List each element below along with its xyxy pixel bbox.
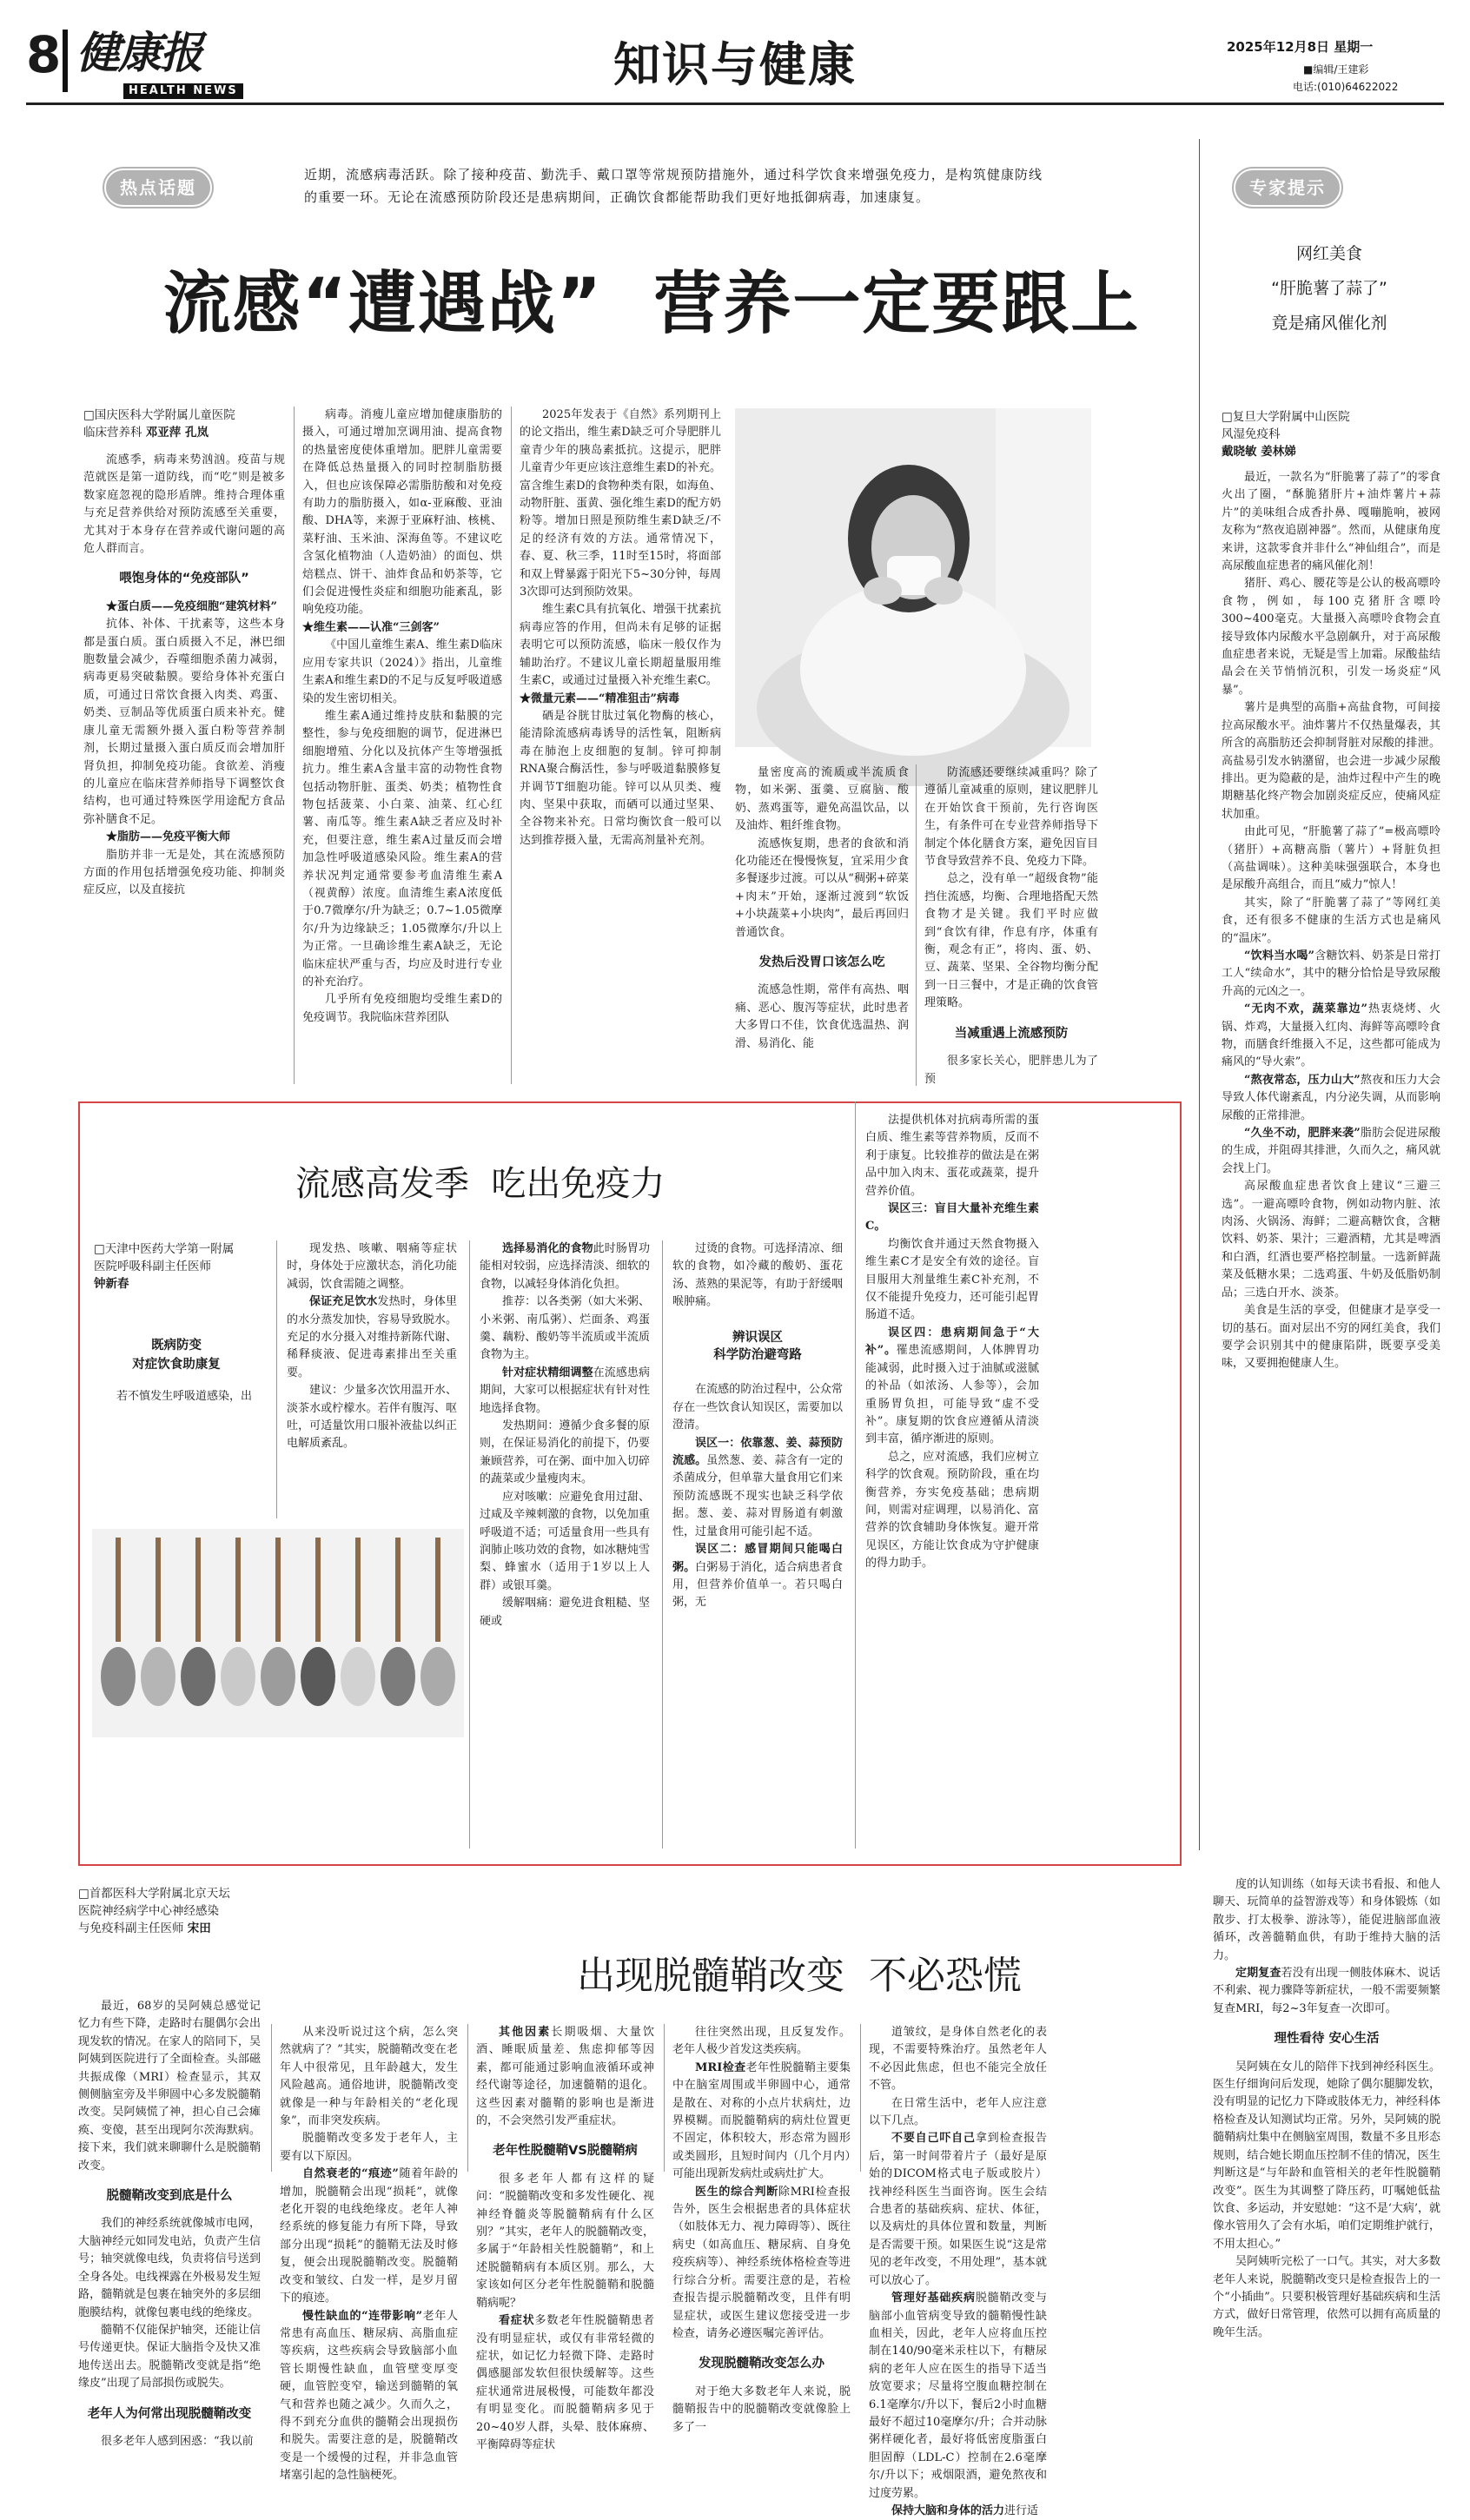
paragraph: 不要自己吓自己拿到检查报告后，第一时间带着片子（最好是原始的DICOM格式电子版或胶片）找神经科医生当面咨询。医生会结合患者的基础疾病、症状、体征，以及病灶的具体位置和数量，判断是否需要干预。如果医生说“这是常见的老年改变，不用处理”，基本就可以放心了。 — [869, 2132, 1047, 2287]
paragraph: 发热期间：遵循少食多餐的原则，在保证易消化的前提下，仍要兼顾营养，可在粥、面中加入切碎的蔬菜或少量瘦肉末。 — [480, 1419, 650, 1486]
paragraph: 均衡饮食并通过天然食物摄入维生素C才是安全有效的途径。盲目服用大剂量维生素C补充剂，不仅不能提升免疫力，还可能引起胃肠道不适。 — [865, 1237, 1039, 1322]
editor-line: ■编辑/王建彩 — [1303, 63, 1369, 76]
lead-col-3 — [520, 407, 721, 1084]
paragraph: 髓鞘不仅能保护轴突，还能让信号传递更快。保证大脑指令及快又准地传送出去。脱髓鞘改变就是指“绝缘皮”出现了局部损伤或脱失。 — [78, 2323, 261, 2391]
paragraph: 现发热、咳嗽、咽痛等症状时，身体处于应激状态，消化功能减弱，饮食需随之调整。 — [287, 1242, 457, 1291]
paragraph: 医生的综合判断除MRI检查报告外，医生会根据患者的具体症状（如肢体无力、视力障碍等）、既往病史（如高血压、糖尿病、自身免疫疾病等）、神经系统体格检查等进行综合分析。需要注意的是，若检查报告提示脱髓鞘改变，且伴有明显症状，或医生建议您接受进一步检查，请务必遵医嘱完善评估。 — [672, 2185, 851, 2340]
paragraph: 误区二：感冒期间只能喝白粥。白粥易于消化，适合病患者食用，但营养价值单一。若只喝白粥，无 — [672, 1543, 843, 1610]
hot-topic-tag: 热点话题 — [104, 169, 212, 207]
spoon-handle — [195, 1538, 201, 1642]
spoons-photo — [92, 1529, 464, 1737]
box-author: □天津中医药大学第一附属 医院呼吸科副主任医师 钟新春 — [94, 1242, 235, 1291]
paragraph: 看症状多数老年性脱髓鞘患者没有明显症状，或仅有非常轻微的症状，如记忆力轻微下降、走路时偶感腿部发软但很快缓解等。这些症状通常进展极慢，可能数年都没有明显变化。而脱髓鞘病多见于20~40岁人群，头晕、肢体麻痹、平衡障碍等症状 — [476, 2314, 654, 2451]
sidebar-title-1: “肝脆薯了蒜了” — [1271, 279, 1387, 298]
spoon-bowl — [301, 1647, 335, 1706]
box-col-4 — [672, 1240, 843, 1849]
paragraph: 总之，没有单一“超级食物”能挡住流感，均衡、合理地搭配天然食物才是关键。我们平时应做到“食饮有律，作息有序，体重有衡，观念有正”，将肉、蛋、奶、豆、蔬菜、坚果、全谷物均衡分配到一日三餐中，才是正确的饮食管理策略。 — [924, 872, 1098, 1010]
sidebar-divider — [1199, 139, 1200, 1850]
lead-col-1 — [83, 452, 285, 1086]
paragraph: 自然衰老的“痕迹”随着年龄的增加，脱髓鞘会出现“损耗”，就像老化开裂的电线绝缘皮。老年人神经系统的修复能力有所下降，导致部分出现“损耗”的髓鞘无法及时修复，便会出现脱髓鞘改变。脱髓鞘改变和皱纹、白发一样，是岁月留下的痕迹。 — [280, 2167, 458, 2305]
spoon-bowl — [221, 1647, 255, 1706]
lead-subhead-1: 喂饱身体的“免疫部队” — [119, 572, 249, 586]
paragraph: 误区一：依靠葱、姜、蒜预防流感。虽然葱、姜、蒜含有一定的杀菌成分，但单靠大量食用它们来预防流感既不现实也缺乏科学依据。葱、姜、蒜对胃肠道有刺激性，过量食用可能引起不适。 — [672, 1436, 843, 1538]
paragraph: “久坐不动，肥胖来袭”脂肪会促进尿酸的生成，并阻碍其排泄，久而久之，痛风就会找上门。 — [1222, 1127, 1440, 1175]
paragraph: 流感季，病毒来势汹汹。疫苗与规范就医是第一道防线，而“吃”则是被多数家庭忽视的隐形盾牌。维持合理体重与充足营养供给对预防流感至关重要，尤其对于本身存在营养或代谢问题的高危人群而言。 — [83, 453, 285, 556]
paragraph: 定期复查若没有出现一侧肢体麻木、说话不利索、视力骤降等新症状，一般不需要频繁复查MRI，每2~3年复查一次即可。 — [1213, 1967, 1440, 2015]
masthead-logo: 健康报 — [76, 27, 202, 78]
page-number: 8 — [26, 25, 62, 84]
spoon-bowl — [261, 1647, 295, 1706]
paragraph: “无肉不欢，蔬菜靠边”热衷烧烤、火锅、炸鸡，大量摄入红肉、海鲜等高嘌呤食物，而膳食纤维摄入不足，这些都可能成为痛风的“导火索”。 — [1222, 1002, 1440, 1069]
lead-col-5 — [924, 764, 1098, 1086]
spoon-handle — [315, 1538, 321, 1642]
paragraph: 《中国儿童维生素A、维生素D临床应用专家共识（2024）》指出，儿童维生素A和维生素D的不足与反复呼吸道感染的发生密切相关。 — [302, 638, 502, 705]
paragraph: 由此可见，“肝脆薯了蒜了”=极高嘌呤（猪肝）+高糖高脂（薯片）+肾脏负担（高盐调味）。这种美味强强联合，本身也是尿酸升高组合，而且“威力”惊人！ — [1222, 825, 1440, 892]
paragraph: 高尿酸血症患者饮食上建议“三避三选”。一避高嘌呤食物，例如动物内脏、浓肉汤、火锅汤、海鲜；二避高糖饮食，含糖饮料、奶茶、果汁；三避酒精，尤其是啤酒和白酒，红酒也要严格控制量。一选新鲜蔬菜及低糖水果；二选鸡蛋、牛奶及低脂奶制品；三选白开水、淡茶。 — [1222, 1180, 1440, 1300]
masthead-en: HEALTH NEWS — [123, 83, 243, 99]
spoon-handle — [355, 1538, 361, 1642]
spoon-handle — [395, 1538, 401, 1642]
spoon-bowl — [101, 1647, 136, 1706]
paragraph: 在流感的防治过程中，公众常存在一些饮食认知误区，需要加以澄清。 — [672, 1383, 843, 1432]
sidebar-title-2: 竟是痛风催化剂 — [1271, 314, 1387, 333]
paragraph: 对于绝大多数老年人来说，脱髓鞘报告中的脱髓鞘改变就像脸上多了一 — [672, 2384, 851, 2434]
paragraph: 脂肪并非一无是处，其在流感预防方面的作用包括增强免疫功能、抑制炎症反应，以及直接抗 — [83, 848, 285, 897]
paragraph: 我们的神经系统就像城市电网，大脑神经元如同发电站，负责产生信号；轴突就像电线，负责将信号送到全身各处。电线裸露在外极易发生短路，髓鞘就是包裹在轴突外的多层细胞膜结构，就像包裹电线的绝缘皮。 — [78, 2217, 261, 2319]
paragraph: 管理好基础疾病脱髓鞘改变与脑部小血管病变导致的髓鞘慢性缺血相关，因此，老年人应将血压控制在140/90毫米汞柱以下，有糖尿病的老年人应在医生的指导下适当放宽要求；尽量将空腹血糖控制在6.1毫摩尔/升以下，餐后2小时血糖最好不超过10毫摩尔/升；合并动脉粥样硬化者，最好将低密度脂蛋白胆固醇（LDL-C）控制在2.6毫摩尔/升以下；戒烟限酒，避免熬夜和过度劳累。 — [869, 2292, 1047, 2500]
spoon-handle — [156, 1538, 161, 1642]
box-col-3 — [480, 1240, 650, 1849]
paragraph: 保证充足饮水发热时，身体里的水分蒸发加快，容易导致脱水。充足的水分摄入对维持新陈代谢、稀释痰液、促进毒素排出至关重要。 — [287, 1295, 457, 1379]
bottom-col-6: 度的认知训练（如每天读书看报、和他人聊天、玩简单的益智游戏等）和身体锻炼（如散步、打太极拳、游泳等），能促进脑部血液循环，改善髓鞘血供，有助于维持大脑的活力。 定期复查若没有出现一侧肢体麻木、说话不利索、视力骤降等新症状，一般不需要频繁复查MRI，每2~3年复查一次即可。 理性看待 安心生活 吴阿姨在女儿的陪伴下找到神经科医生。医生仔细询问后发现，她除了偶尔腿脚发软，没有明显的记忆力下降或肢体无力，神经科体格检查及认知测试均正常。另外，吴阿姨的脱髓鞘病灶集中在侧脑室周围，数量不多且形态规则，结合她长期血压控制不佳的情况，医生判断这是“与年龄和血管相关的老年性脱髓鞘改变”。医生为其调整了降压药，叮嘱她低盐饮食、多运动，并安慰她：“这不是‘大病’，就像水管用久了会有水垢，咱们定期维护就行，不用太担心。” 吴阿姨听完松了一口气。其实，对大多数老年人来说，脱髓鞘改变只是检查报告上的一个“小插曲”。只要积极管理好基础疾病和生活方式，做好日常管理，依然可以拥有高质量的晚年生活。 — [1213, 1876, 1440, 2172]
bottom-col-1: 最近，68岁的吴阿姨总感觉记忆力有些下降，走路时右腿偶尔会出现发软的情况。在家人的陪同下，吴阿姨到医院进行了全面检查。头部磁共振成像（MRI）检查显示，其双侧侧脑室旁及半卵圆中心多发脱髓鞘改变。吴阿姨慌了神，担心自己会瘫痪、变傻，甚至出现阿尔茨海默病。接下来，我们就来聊聊什么是脱髓鞘改变。 脱髓鞘改变到底是什么 我们的神经系统就像城市电网，大脑神经元如同发电站，负责产生信号；轴突就像电线，负责将信号送到全身各处。电线裸露在外极易发生短路，髓鞘就是包裹在轴突外的多层细胞膜结构，就像包裹电线的绝缘皮。 髓鞘不仅能保护轴突，还能让信号传递更快。保证大脑指令及快又准地传送出去。脱髓鞘改变就是指“绝缘皮”出现了局部损伤或脱失。 老年人为何常出现脱髓鞘改变 很多老年人感到困惑：“我以前 — [78, 1998, 261, 2172]
paragraph: 在日常生活中，老年人应注意以下几点。 — [869, 2096, 1047, 2128]
paragraph: 病毒。消瘦儿童应增加健康脂肪的摄入，可通过增加烹调用油、提高食物的热量密度使体重增加。肥胖儿童需要在降低总热量摄入的同时控制脂肪摄入，但也应该保障必需脂肪酸和对免疫有助力的脂肪摄入，如α-亚麻酸、亚油酸、DHA等，来源于亚麻籽油、核桃、菜籽油、玉米油、深海鱼等。不建议吃含氢化植物油（人造奶油）的面包、烘焙糕点、饼干、油炸食品和奶茶等，它们会促进慢性炎症和细胞功能紊乱，影响免疫功能。 — [302, 408, 502, 617]
box-title: 流感高发季 吃出免疫力 — [295, 1164, 665, 1204]
lead-intro: 近期，流感病毒活跃。除了接种疫苗、勤洗手、戴口罩等常规预防措施外，通过科学饮食来增强免疫力，是构筑健康防线的重要一环。无论在流感预防阶段还是患病期间，正确饮食都能帮助我们更好地抵御病毒，加速康复。 — [304, 167, 1043, 205]
lead-col-4 — [735, 764, 909, 1086]
lead-author: □国庆医科大学附属儿童医院 临床营养科 邓亚萍 孔岚 — [83, 408, 235, 440]
issue-date: 2025年12月8日 星期一 — [1227, 39, 1374, 55]
paragraph: 推荐：以各类粥（如大米粥、小米粥、南瓜粥）、烂面条、鸡蛋羹、藕粉、酸奶等半流质或半流质食物为主。 — [480, 1295, 650, 1362]
masthead-bar — [63, 30, 68, 92]
paragraph: 保持大脑和身体的活力进行适 — [891, 2503, 1039, 2517]
sidebar-author: □复旦大学附属中山医院 风湿免疫科 戴晓敏 姜林娣 — [1222, 410, 1350, 459]
paragraph: 针对症状精细调整在流感患病期间，大家可以根据症状有针对性地选择食物。 — [480, 1366, 650, 1415]
expert-tag: 专家提示 — [1234, 169, 1341, 207]
spoon-bowl — [341, 1647, 375, 1706]
paragraph: 流感恢复期，患者的食欲和消化功能还在慢慢恢复，宜采用少食多餐逐步过渡。可以从“稠粥+碎菜+肉末”开始，逐渐过渡到“软饭+小块蔬菜+小块肉”，最后再回归普通饮食。 — [735, 837, 909, 939]
paragraph: 误区四：患病期间急于“大补”。罹患流感期间，人体脾胃功能减弱，此时摄入过于油腻或滋腻的补品（如浓汤、人参等），会加重肠胃负担，可能导致“虚不受补”。康复期的饮食应遵循从清淡到丰富，循序渐进的原则。 — [865, 1326, 1039, 1446]
lead-headline: 流感“遭遇战” 营养一定要跟上 — [162, 265, 1141, 343]
paragraph: 度的认知训练（如每天读书看报、和他人聊天、玩简单的益智游戏等）和身体锻炼（如散步、打太极拳、游泳等），能促进脑部血液循环，改善髓鞘血供，有助于维持大脑的活力。 — [1213, 1878, 1440, 1962]
paragraph: 误区三：盲目大量补充维生素C。 — [865, 1202, 1039, 1234]
header-rule — [26, 103, 1444, 105]
paragraph: ★维生素——认准“三剑客” — [302, 620, 440, 634]
paragraph: ★蛋白质——免疫细胞“建筑材料” — [106, 599, 277, 613]
paragraph: 脱髓鞘改变多发于老年人，主要有以下原因。 — [280, 2132, 458, 2163]
paragraph: 选择易消化的食物此时肠胃功能相对较弱，应选择清淡、细软的食物，以减轻身体消化负担。 — [480, 1242, 650, 1291]
paragraph: “饮料当水喝”含糖饮料、奶茶是日常打工人“续命水”，其中的糖分恰恰是导致尿酸升高的元凶之一。 — [1222, 949, 1440, 998]
paragraph: 其他因素长期吸烟、大量饮酒、睡眠质量差、焦虑抑郁等因素，都可能通过影响血液循环或神经代谢等途径，加速髓鞘的退化。这些因素对髓鞘的影响也是渐进的，不会突然引发严重症状。 — [476, 2026, 654, 2128]
paragraph: 薯片是典型的高脂+高盐食物，可间接拉高尿酸水平。油炸薯片不仅热量爆表，其所含的高脂肪还会抑制肾脏对尿酸的排泄。高盐易引发水钠潴留，也会进一步减少尿酸排出。更为隐蔽的是，油炸过程中产生的晚期糖基化终产物会加剧炎症反应，使痛风症状加重。 — [1222, 701, 1440, 821]
lead-subhead-4: 发热后没胃口该怎么吃 — [758, 956, 885, 970]
paragraph: 过烫的食物。可选择清凉、细软的食物，如冷藏的酸奶、蛋花汤、蒸熟的果泥等，有助于舒缓咽喉肿痛。 — [672, 1242, 843, 1309]
phone-line: 电话:(010)64622022 — [1293, 81, 1399, 93]
paragraph: 防流感还要继续减重吗？除了遵循儿童减重的原则，建议肥胖儿在开始饮食干预前，先行咨询医生，有条件可在专业营养师指导下制定个体化膳食方案，避免因盲目节食导致营养不良、免疫力下降。 — [924, 766, 1098, 869]
paragraph: “熬夜常态，压力山大”熬夜和压力大会导致人体代谢紊乱，内分泌失调，从而影响尿酸的正常排泄。 — [1222, 1073, 1440, 1122]
spoon-handle — [235, 1538, 241, 1642]
spoon-handle — [435, 1538, 440, 1642]
paragraph: 流感急性期，常伴有高热、咽痛、恶心、腹泻等症状，此时患者大多胃口不佳，饮食优选温热、润滑、易消化、能 — [735, 983, 909, 1050]
paragraph: 建议：少量多次饮用温开水、淡茶水或柠檬水。若伴有腹泻、呕吐，可适量饮用口服补液盐以纠正电解质紊乱。 — [287, 1384, 457, 1451]
paragraph: 2025年发表于《自然》系列期刊上的论文指出，维生素D缺乏可介导肥胖儿童青少年的胰岛素抵抗。这提示，肥胖儿童青少年更应该注意维生素D的补充。富含维生素D的食物种类有限，如海鱼、动物肝脏、蛋黄、强化维生素D的配方奶粉等。增加日照是预防维生素D缺乏/不足的经济有效的方法。通常情况下，春、夏、秋三季，11时至15时，将面部和双上臂暴露于阳光下5~30分钟，每周3次即可达到预防效果。 — [520, 408, 721, 599]
paragraph: 道皱纹，是身体自然老化的表现，不需要特殊治疗。虽然老年人不必因此焦虑，但也不能完全放任不管。 — [869, 2026, 1047, 2093]
lead-subhead-5: 当减重遇上流感预防 — [954, 1026, 1069, 1041]
spoon-bowl — [381, 1647, 415, 1706]
paragraph: 其实，除了“肝脆薯了蒜了”等网红美食，还有很多不健康的生活方式也是痛风的“温床”。 — [1222, 896, 1440, 945]
bottom-col-4: 往往突然出现，且反复发作。老年人极少首发这类疾病。 MRI检查老年性脱髓鞘主要集中在脑室周围或半卵圆中心，通常是散在、对称的小点片状病灶，边界模糊。而脱髓鞘病的病灶位置更不固定，体积较大，形态常为圆形或类圆形，且短时间内（几个月内）可能出现新发病灶或病灶扩大。 医生的综合判断除MRI检查报告外，医生会根据患者的具体症状（如肢体无力、视力障碍等）、既往病史（如高血压、糖尿病、自身免疫疾病等）、神经系统体格检查等进行综合分析。需要注意的是，若检查报告提示脱髓鞘改变，且伴有明显症状，或医生建议您接受进一步检查，请务必遵医嘱完善评估。 发现脱髓鞘改变怎么办 对于绝大多数老年人来说，脱髓鞘报告中的脱髓鞘改变就像脸上多了一 — [672, 2024, 851, 2172]
bottom-col-3: 其他因素长期吸烟、大量饮酒、睡眠质量差、焦虑抑郁等因素，都可能通过影响血液循环或神经代谢等途径，加速髓鞘的退化。这些因素对髓鞘的影响也是渐进的，不会突然引发严重症状。 老年性脱髓鞘VS脱髓鞘病 很多老年人都有这样的疑问：“脱髓鞘改变和多发性硬化、视神经脊髓炎等脱髓鞘病有什么区别？”其实，老年人的脱髓鞘改变，多属于“年龄相关性脱髓鞘”，和上述脱髓鞘病有本质区别。那么，大家该如何区分老年性脱髓鞘和脱髓鞘病呢？ 看症状多数老年性脱髓鞘患者没有明显症状，或仅有非常轻微的症状，如记忆力轻微下降、走路时偶感腿部发软但很快缓解等。这些症状通常进展极慢，可能数年都没有明显变化。而脱髓鞘病多见于20~40岁人群，头晕、肢体麻痹、平衡障碍等症状 — [476, 2024, 654, 2172]
box-subhead-1: 既病防变 对症饮食助康复 — [132, 1339, 221, 1372]
paragraph: MRI检查老年性脱髓鞘主要集中在脑室周围或半卵圆中心，通常是散在、对称的小点片状病灶，边界模糊。而脱髓鞘病的病灶位置更不固定，体积较大，形态常为圆形或类圆形，且短时间内（几个月内）可能出现新发病灶或病灶扩大。 — [672, 2060, 851, 2181]
paragraph: 缓解咽痛：避免进食粗糙、坚硬或 — [480, 1597, 650, 1628]
box-col-5 — [865, 1112, 1039, 1859]
paragraph: 美食是生活的享受，但健康才是享受一切的基石。面对层出不穷的网红美食，我们要学会识别其中的健康陷阱，既要享受美味，又要拥抱健康人生。 — [1222, 1304, 1440, 1371]
section-title: 知识与健康 — [613, 37, 857, 92]
bottom-col-5 — [869, 2024, 1047, 2517]
paragraph: 最近，一款名为“肝脆薯了蒜了”的零食火出了圈，“酥脆猪肝片+油炸薯片+蒜片”的美味组合成香扑鼻、嘎嘣脆响，被网友称为“熬夜追剧神器”。然而，从健康角度来讲，这款零食并非什么“神仙组合”，而是高尿酸血症患者的痛风催化剂！ — [1222, 471, 1440, 573]
box-col-1 — [94, 1388, 264, 1414]
paragraph: 总之，应对流感，我们应树立科学的饮食观。预防阶段，重在均衡营养，夯实免疫基础；患病期间，则需对症调理，以易消化、富营养的饮食辅助身体恢复。避开常见误区，方能让饮食成为守护健康的得力助手。 — [865, 1450, 1039, 1571]
spoon-bowl — [420, 1647, 455, 1706]
box-col-2 — [287, 1240, 457, 1518]
sidebar-body — [1222, 469, 1440, 1850]
sidebar-kicker: 网红美食 — [1295, 244, 1362, 263]
paragraph: 几乎所有免疫细胞均受维生素D的免疫调节。我院临床营养团队 — [302, 993, 502, 1024]
paragraph: 维生素C具有抗氧化、增强干扰素抗病毒应答的作用，但尚未有足够的证据表明它可以预防流感，临床一般仅作为辅助治疗。不建议儿童长期超量服用维生素C，或通过过量摄入补充维生素C。 — [520, 603, 721, 688]
paragraph: 吴阿姨听完松了一口气。其实，对大多数老年人来说，脱髓鞘改变只是检查报告上的一个“小插曲”。只要积极管理好基础疾病和生活方式，做好日常管理，依然可以拥有高质量的晚年生活。 — [1213, 2255, 1440, 2339]
spoon-handle — [275, 1538, 281, 1642]
paragraph: 量密度高的流质或半流质食物，如米粥、蛋羹、豆腐脑、酸奶、蒸鸡蛋等，避免高温饮品，以及油炸、粗纤维食物。 — [735, 766, 909, 833]
paragraph: 慢性缺血的“连带影响”老年人常患有高血压、糖尿病、高脂血症等疾病，这些疾病会导致脑部小血管长期慢性缺血，血管壁变厚变硬，血管腔变窄，输送到髓鞘的氧气和营养也随之减少。久而久之，得不到充分血供的髓鞘会出现损伤和脱失。需要注意的是，脱髓鞘改变是一个缓慢的过程，并非急血管堵塞引起的急性脑梗死。 — [280, 2309, 458, 2483]
paragraph: 抗体、补体、干扰素等，这些本身都是蛋白质。蛋白质摄入不足，淋巴细胞数量会减少，吞噬细胞杀菌力减弱，病毒更易突破黏膜。要给身体补充蛋白质，可通过日常饮食摄入肉类、鸡蛋、奶类、豆制品等优质蛋白质来补充。健康儿童无需额外摄入蛋白粉等营养制剂，长期过量摄入蛋白质反而会增加肝肾负担，抑制免疫功能。食欲差、消瘦的儿童应在临床营养师指导下调整饮食结构，也可通过特殊医学用途配方食品弥补膳食不足。 — [83, 618, 285, 826]
paragraph: ★微量元素——“精准狙击”病毒 — [520, 691, 679, 705]
paragraph: 往往突然出现，且反复发作。老年人极少首发这类疾病。 — [672, 2026, 851, 2057]
bottom-col-2 — [280, 2024, 458, 2483]
paragraph: 若不慎发生呼吸道感染，出 — [116, 1390, 253, 1403]
spoon-bowl — [141, 1647, 175, 1706]
paragraph: ★脂肪——免疫平衡大师 — [106, 830, 231, 844]
paragraph: 应对咳嗽：应避免食用过甜、过咸及辛辣刺激的食物，以免加重呼吸道不适；可适量食用一些具有润肺止咳功效的食物，如冰糖炖雪梨、蜂蜜水（适用于1岁以上人群）或银耳羹。 — [480, 1490, 650, 1592]
paragraph: 吴阿姨在女儿的陪伴下找到神经科医生。医生仔细询问后发现，她除了偶尔腿脚发软，没有明显的记忆力下降或肢体无力，神经科体格检查及认知测试均正常。另外，吴阿姨的脱髓鞘病灶集中在侧脑室周围，数量不多且形态规则，结合她长期血压控制不佳的情况，医生判断这是“与年龄和血管相关的老年性脱髓鞘改变”。医生为其调整了降压药，叮嘱她低盐饮食、多运动，并安慰她：“这不是‘大病’，就像水管用久了会有水垢，咱们定期维护就行，不用太担心。” — [1213, 2060, 1440, 2251]
paragraph: 猪肝、鸡心、腰花等是公认的极高嘌呤食物，例如，每100克猪肝含嘌呤300~400毫克。大量摄入高嘌呤食物会直接导致体内尿酸水平急剧飙升，对于高尿酸血症患者来说，无疑是雪上加霜。尿酸盐结晶会在关节悄悄沉积，引发一场炎症“风暴”。 — [1222, 577, 1440, 697]
paragraph: 从来没听说过这个病，怎么突然就病了？”其实，脱髓鞘改变在老年人中很常见，且年龄越大，发生风险越高。通俗地讲，脱髓鞘改变就像是一种与年龄相关的“老化现象”，而非突发疾病。 — [280, 2026, 458, 2128]
paragraph: 很多老年人感到困惑：“我以前 — [101, 2434, 254, 2448]
bottom-headline: 出现脱髓鞘改变 不必恐慌 — [577, 1954, 1022, 1998]
paragraph: 很多老年人都有这样的疑问：“脱髓鞘改变和多发性硬化、视神经脊髓炎等脱髓鞘病有什么区别？”其实，老年人的脱髓鞘改变，多属于“年龄相关性脱髓鞘”，和上述脱髓鞘病有本质区别。那么，大家该如何区分老年性脱髓鞘和脱髓鞘病呢？ — [476, 2172, 654, 2310]
box-subhead-4: 辨识误区 科学防治避弯路 — [713, 1330, 802, 1363]
lead-col-2 — [302, 407, 502, 1086]
paragraph: 很多家长关心，肥胖患儿为了预 — [924, 1055, 1098, 1086]
paragraph: 维生素A通过维持皮肤和黏膜的完整性，参与免疫细胞的调节，促进淋巴细胞增殖、分化以及抗体产生等增强抵抗力。维生素A含量丰富的动物性食物包括动物肝脏、蛋类、奶类；植物性食物包括菠菜、小白菜、油菜、红心红薯、南瓜等。维生素A缺乏者应及时补充，但要注意，维生素A过量反而会增加急性呼吸道感染风险。维生素A的营养状况判定通常要参考血清维生素A（视黄醇）浓度。血清维生素A浓度低于0.7微摩尔/升为缺乏；0.7~1.05微摩尔/升为边缘缺乏；1.05微摩尔/升以上为正常。一旦确诊维生素A缺乏，无论临床症状严重与否，均应及时进行专业的补充治疗。 — [302, 709, 502, 989]
flu-photo — [735, 408, 1091, 747]
paragraph: 硒是谷胱甘肽过氧化物酶的核心，能清除流感病毒诱导的活性氧，阻断病毒在肺泡上皮细胞的复制。锌可抑制RNA聚合酶活性，参与呼吸道黏膜修复并调节T细胞功能。锌可以从贝类、瘦肉、坚果中获取，而硒可以通过坚果、全谷物来补充。日常均衡饮食一般可以达到推荐摄入量，无需高剂量补充剂。 — [520, 709, 721, 847]
paragraph: 最近，68岁的吴阿姨总感觉记忆力有些下降，走路时右腿偶尔会出现发软的情况。在家人的陪同下，吴阿姨到医院进行了全面检查。头部磁共振成像（MRI）检查显示，其双侧侧脑室旁及半卵圆中心多发脱髓鞘改变。吴阿姨慌了神，担心自己会瘫痪、变傻，甚至出现阿尔茨海默病。接下来，我们就来聊聊什么是脱髓鞘改变。 — [78, 2000, 261, 2173]
paragraph: 法提供机体对抗病毒所需的蛋白质、维生素等营养物质，反而不利于康复。比较推荐的做法是在粥品中加入肉末、蛋花或蔬菜，提升营养价值。 — [865, 1114, 1039, 1198]
spoon-bowl — [181, 1647, 215, 1706]
bottom-author: □首都医科大学附属北京天坛 医院神经病学中心神经感染 与免疫科副主任医师 宋田 — [78, 1887, 230, 1935]
spoon-handle — [116, 1538, 121, 1642]
